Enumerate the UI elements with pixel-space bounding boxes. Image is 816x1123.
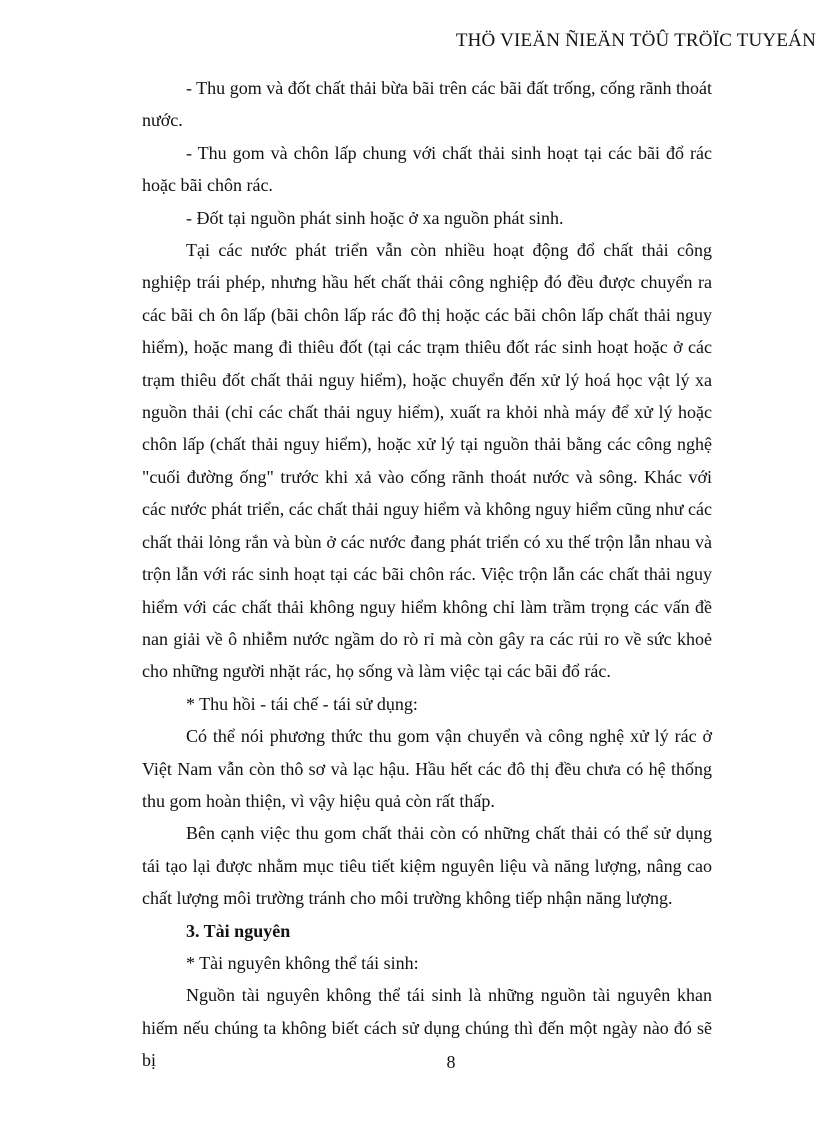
paragraph-reuse: Bên cạnh việc thu gom chất thải còn có những chất thải có thể sử dụng tái tạo lại được nhằm mục tiêu tiết kiệm nguyên liệu và năng lượng, nâng cao chất lượng môi trường tránh cho môi trường không tiếp nhận năng lượng. [142,823,712,909]
page-header: THÖ VIEÄN ÑIEÄN TÖÛ TRÖÏC TUYEÁN [455,30,816,51]
paragraph-burn-at-source: - Đốt tại nguồn phát sinh hoặc ở xa nguồn phát sinh. [186,207,564,228]
document-body [142,72,712,1077]
paragraph-developed-countries: Tại các nước phát triển vẫn còn nhiều hoạt động đổ chất thải công nghiệp trái phép, nhưng hầu hết chất thải công nghiệp đó đều được chuyển ra các bãi ch ôn lấp (bãi chôn lấp rác đô thị hoặc các bãi chôn lấp chất thải nguy hiểm), hoặc mang đi thiêu đốt (tại các trạm thiêu đốt rác sinh hoạt hoặc ở các trạm thiêu đốt chất thải nguy hiểm), hoặc chuyển đến xử lý hoá học vật lý xa nguồn thải (chỉ các chất thải nguy hiểm), xuất ra khỏi nhà máy để xử lý hoặc chôn lấp (chất thải nguy hiểm), hoặc xử lý tại nguồn thải bằng các công nghệ "cuối đường ống" trước khi xả vào cống rãnh thoát nước và sông. Khác với các nước phát triển, các chất thải nguy hiểm và không nguy hiểm cũng như các chất thải lỏng rắn và bùn ở các nước đang phát triển có xu thế trộn lẫn nhau và trộn lẫn với rác sinh hoạt tại các bãi chôn rác. Việc trộn lẫn các chất thải nguy hiểm với các chất thải không nguy hiểm không chỉ làm trầm trọng các vấn đề nan giải về ô nhiễm nước ngầm do rò rỉ mà còn gây ra các rủi ro về sức khoẻ cho những người nhặt rác, họ sống và làm việc tại các bãi đổ rác. [142,240,712,682]
paragraph-burning-waste: - Thu gom và đốt chất thải bừa bãi trên các bãi đất trống, cống rãnh thoát nước. [142,78,712,131]
section-heading-resources: 3. Tài nguyên [186,920,291,941]
paragraph-recycling-heading: * Thu hồi - tái chế - tái sử dụng: [186,693,418,714]
page-number: 8 [446,1052,456,1072]
paragraph-nonrenewable-heading: * Tài nguyên không thể tái sinh: [186,952,419,973]
paragraph-landfill-waste: - Thu gom và chôn lấp chung với chất thải sinh hoạt tại các bãi đổ rác hoặc bãi chôn rác. [142,142,712,196]
paragraph-nonrenewable: Nguồn tài nguyên không thể tái sinh là những nguồn tài nguyên khan hiếm nếu chúng ta không biết cách sử dụng chúng thì đến một ngày nào đó sẽ bị [142,985,712,1071]
paragraph-vietnam-collection: Có thể nói phương thức thu gom vận chuyển và công nghệ xử lý rác ở Việt Nam vẫn còn thô sơ và lạc hậu. Hầu hết các đô thị đều chưa có hệ thống thu gom hoàn thiện, vì vậy hiệu quả còn rất thấp. [142,726,712,811]
